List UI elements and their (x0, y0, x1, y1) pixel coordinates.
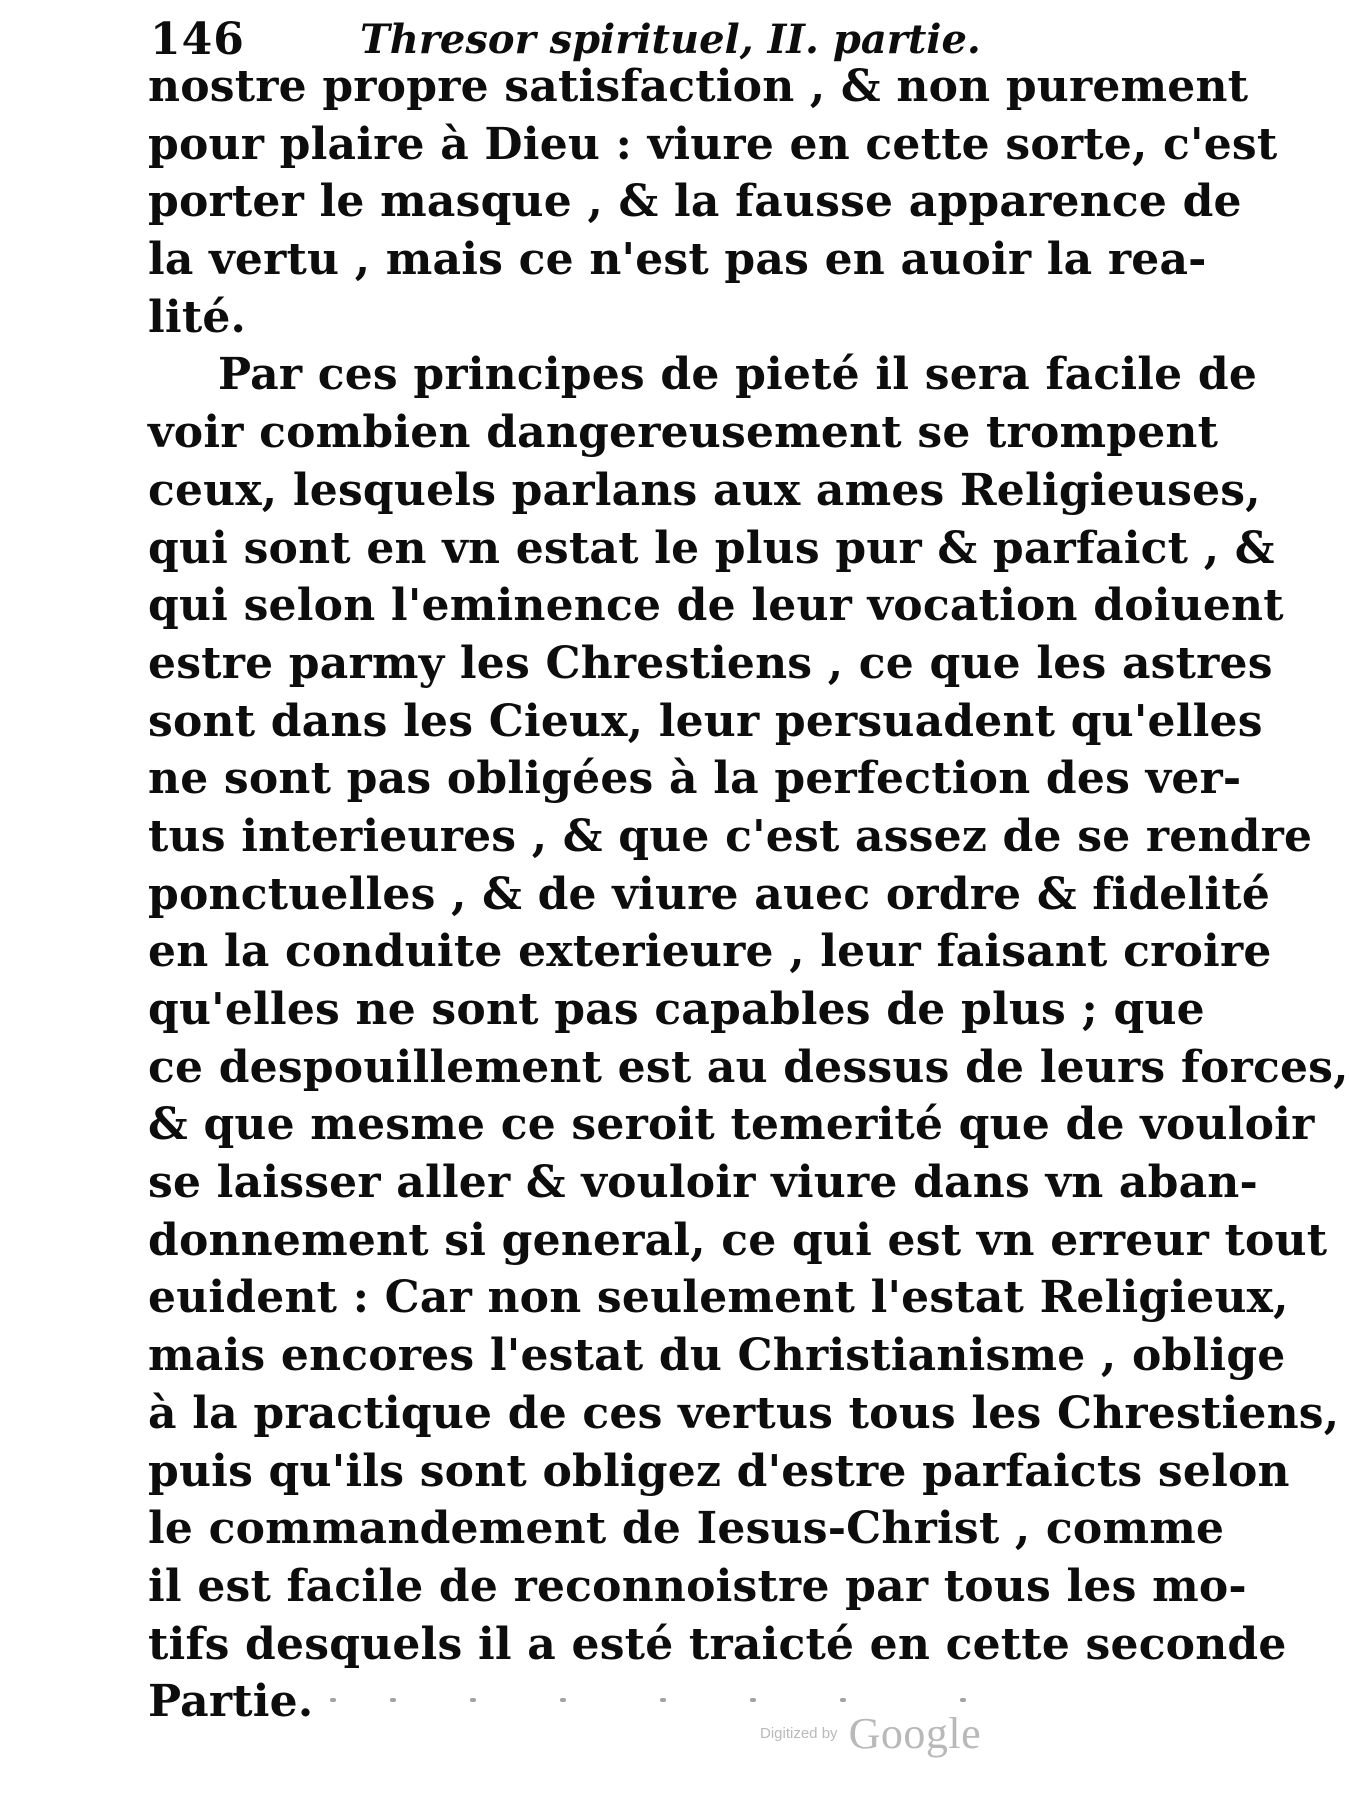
text-line: voir combien dangereusement se trompent (148, 407, 1219, 459)
text-line: il est facile de reconnoistre par tous les mo- (148, 1560, 1247, 1612)
text-line: qu'elles ne sont pas capables de plus ; que (148, 984, 1205, 1035)
text-line: en la conduite exterieure , leur faisant croire (148, 926, 1272, 978)
ink-speck (840, 1698, 846, 1702)
ink-speck (750, 1698, 756, 1702)
running-title: Thresor spirituel, II. partie. (360, 16, 981, 63)
text-line: ce despouillement est au dessus de leurs forces, (148, 1041, 1349, 1093)
text-line: porter le masque , & la fausse apparence de (148, 176, 1242, 228)
text-line: sont dans les Cieux, leur persuadent qu'elles (148, 695, 1263, 747)
text-line: tifs desquels il a esté traicté en cette seconde (148, 1618, 1287, 1670)
body-text (148, 58, 1349, 1731)
page-number: 146 (150, 14, 245, 65)
text-line: tus interieures , & que c'est assez de se rendre (148, 810, 1313, 862)
text-line: le commandement de Iesus-Christ , comme (148, 1503, 1225, 1555)
text-line: ne sont pas obligées à la perfection des ver- (148, 753, 1242, 805)
text-line: ceux, lesquels parlans aux ames Religieuses, (148, 464, 1261, 516)
text-line: qui selon l'eminence de leur vocation doiuent (148, 580, 1284, 632)
print-specks (140, 1690, 1100, 1710)
ink-speck (470, 1698, 476, 1702)
text-line: la vertu , mais ce n'est pas en auoir la rea- (148, 234, 1207, 286)
google-logo: Google (848, 1709, 982, 1758)
ink-speck (660, 1698, 666, 1702)
watermark-prefix: Digitized by (760, 1725, 838, 1742)
text-line: puis qu'ils sont obligez d'estre parfaicts selon (148, 1445, 1290, 1497)
text-line: Partie. (148, 1676, 314, 1728)
text-line: lité. (148, 291, 247, 343)
text-line: estre parmy les Chrestiens , ce que les astres (148, 637, 1273, 689)
ink-speck (960, 1698, 966, 1702)
text-line: à la practique de ces vertus tous les Chrestiens, (148, 1387, 1340, 1439)
text-line: & que mesme ce seroit temerité que de vouloir (148, 1099, 1315, 1151)
text-line: euident : Car non seulement l'estat Religieux, (148, 1272, 1289, 1324)
text-line: mais encores l'estat du Christianisme , oblige (148, 1330, 1286, 1382)
ink-speck (330, 1698, 336, 1702)
text-line: qui sont en vn estat le plus pur & parfaict , & (148, 522, 1275, 574)
paragraph-start-line: Par ces principes de pieté il sera facile de (218, 349, 1258, 401)
text-line: nostre propre satisfaction , & non purement (148, 61, 1249, 112)
text-line: ponctuelles , & de viure auec ordre & fidelité (148, 868, 1271, 920)
text-line: donnement si general, ce qui est vn erreur tout (148, 1214, 1328, 1266)
text-line: pour plaire à Dieu : viure en cette sorte, c'est (148, 118, 1278, 170)
digitized-watermark (760, 1708, 981, 1758)
ink-speck (390, 1698, 396, 1702)
ink-speck (560, 1698, 566, 1702)
text-line: se laisser aller & vouloir viure dans vn aban- (148, 1157, 1258, 1209)
